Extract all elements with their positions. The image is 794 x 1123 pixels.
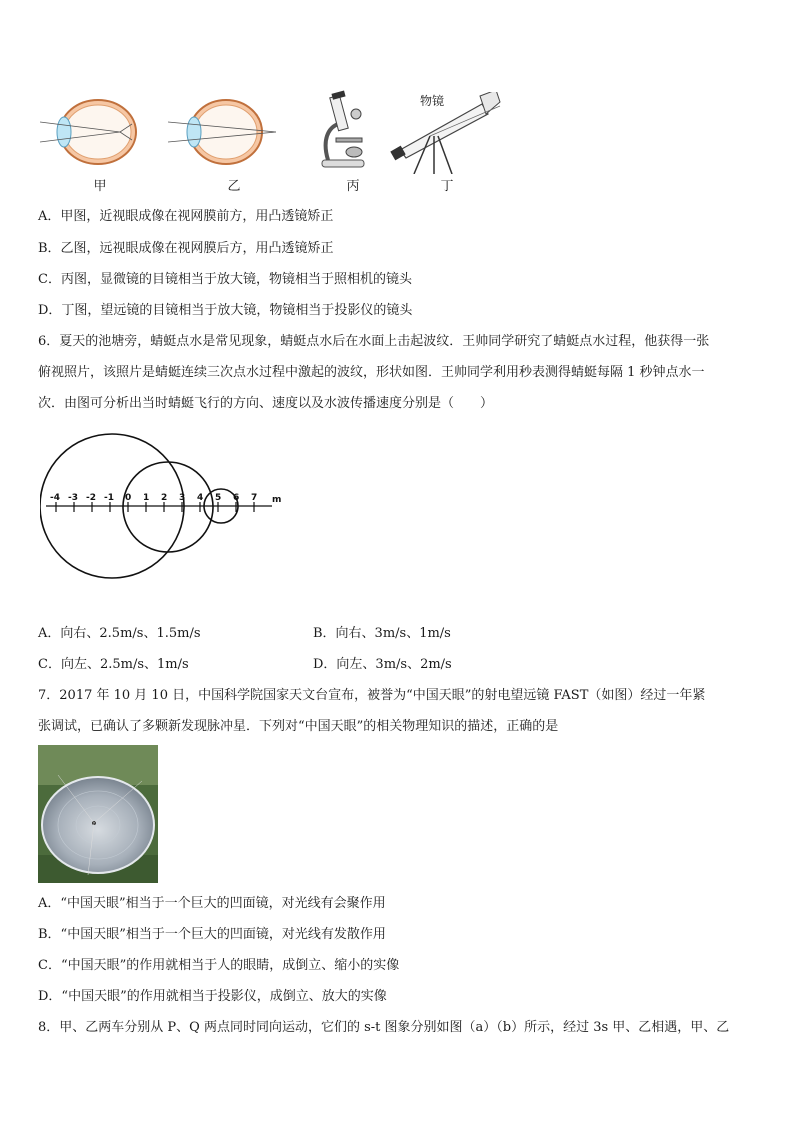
axis-tick-label: 2 — [161, 493, 168, 503]
ripple-diagram — [40, 432, 290, 582]
figure-caption-jia: 甲 — [93, 179, 107, 194]
q6-option-d: D．向左、3m/s、2m/s — [313, 657, 452, 672]
axis-tick-label: -1 — [104, 493, 114, 503]
axis-tick-label: 3 — [179, 493, 186, 503]
axis-tick-label: 1 — [143, 493, 150, 503]
figure-caption-yi: 乙 — [227, 179, 241, 194]
q7-stem-line-1: 7．2017 年 10 月 10 日，中国科学院国家天文台宣布，被誉为“中国天眼”的射电望远镜 FAST（如图）经过一年紧 — [38, 688, 706, 703]
axis-tick-label: -4 — [50, 493, 60, 503]
q6-stem-line-3: 次．由图可分析出当时蜻蜓飞行的方向、速度以及水波传播速度分别是（ ） — [38, 396, 494, 411]
q6-option-b: B．向右、3m/s、1m/s — [313, 626, 451, 641]
q8-stem-line-1: 8．甲、乙两车分别从 P、Q 两点同时同向运动，它们的 s-t 图象分别如图（a）（b）所示，经过 3s 甲、乙相遇，甲、乙 — [38, 1020, 730, 1035]
eye-figure-jia — [40, 94, 140, 172]
axis-tick-label: 5 — [215, 493, 222, 503]
telescope-figure — [390, 92, 502, 174]
axis-unit-label: m — [272, 495, 282, 505]
axis-tick-label: 7 — [251, 493, 258, 503]
axis-tick-label: -2 — [86, 493, 96, 503]
eye-figure-yi — [168, 94, 280, 172]
q6-option-a: A．向右、2.5m/s、1.5m/s — [38, 626, 201, 641]
q7-option-a: A．“中国天眼”相当于一个巨大的凹面镜，对光线有会聚作用 — [38, 896, 386, 911]
figure-caption-bing: 丙 — [346, 179, 360, 194]
fast-telescope-photo — [38, 745, 158, 883]
q7-option-c: C．“中国天眼”的作用就相当于人的眼睛，成倒立、缩小的实像 — [38, 958, 400, 973]
axis-tick-label: -3 — [68, 493, 78, 503]
q7-option-b: B．“中国天眼”相当于一个巨大的凹面镜，对光线有发散作用 — [38, 927, 386, 942]
q7-stem-line-2: 张调试，已确认了多颗新发现脉冲星．下列对“中国天眼”的相关物理知识的描述，正确的是 — [38, 719, 559, 734]
microscope-figure — [314, 90, 372, 170]
axis-tick-label: 4 — [197, 493, 204, 503]
q5-option-b: B．乙图，远视眼成像在视网膜后方，用凸透镜矫正 — [38, 241, 334, 256]
axis-tick-label: 0 — [125, 493, 132, 503]
axis-tick-label: 6 — [233, 493, 240, 503]
q6-stem-line-2: 俯视照片，该照片是蜻蜓连续三次点水过程中激起的波纹，形状如图．王帅同学利用秒表测得蜻蜓每隔 1 秒钟点水一 — [38, 365, 705, 380]
telescope-objective-label: 物镜 — [420, 94, 445, 108]
q6-option-c: C．向左、2.5m/s、1m/s — [38, 657, 189, 672]
q5-option-c: C．丙图，显微镜的目镜相当于放大镜，物镜相当于照相机的镜头 — [38, 272, 412, 287]
q5-option-a: A．甲图，近视眼成像在视网膜前方，用凸透镜矫正 — [38, 209, 334, 224]
q6-stem-line-1: 6．夏天的池塘旁，蜻蜓点水是常见现象，蜻蜓点水后在水面上击起波纹．王帅同学研究了蜻蜓点水过程，他获得一张 — [38, 334, 710, 349]
q7-option-d: D．“中国天眼”的作用就相当于投影仪，成倒立、放大的实像 — [38, 989, 387, 1004]
figure-caption-ding: 丁 — [440, 179, 454, 194]
q5-option-d: D．丁图，望远镜的目镜相当于放大镜，物镜相当于投影仪的镜头 — [38, 303, 413, 318]
